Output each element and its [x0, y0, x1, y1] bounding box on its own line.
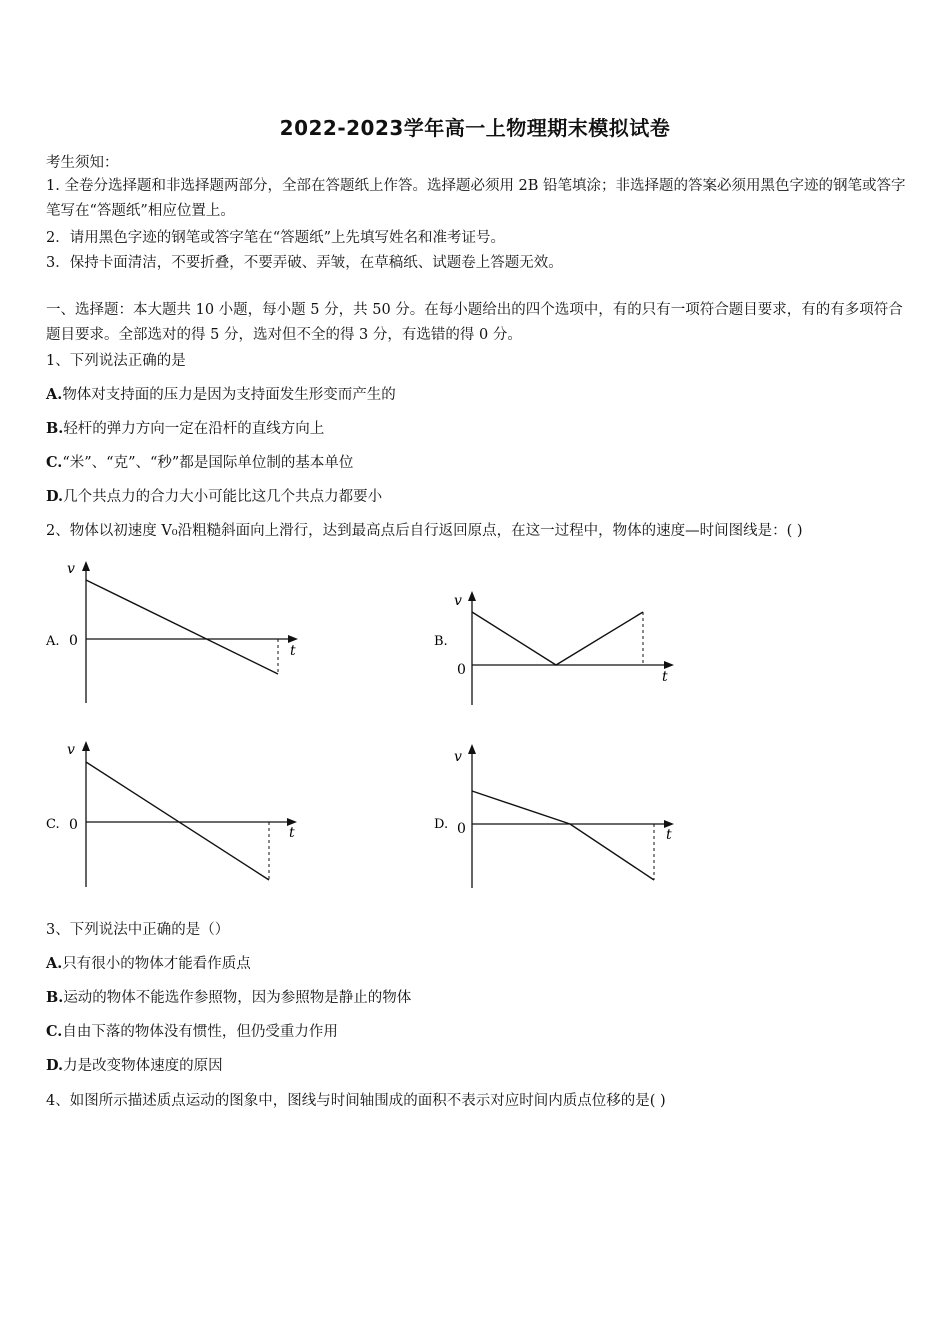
t-axis-arrow [288, 635, 298, 643]
origin-label: 0 [69, 633, 78, 649]
v-axis-arrow [468, 591, 476, 601]
t-axis-label: t [662, 669, 668, 685]
graph-option-label: B. [434, 634, 448, 649]
q1-option-c [46, 453, 912, 473]
option-letter: D. [46, 488, 64, 505]
vt-graph-a [40, 555, 310, 710]
graph-option-label: C. [46, 817, 60, 832]
vt-graph-c [40, 737, 310, 892]
q2-stem: 2、物体以初速度 V₀沿粗糙斜面向上滑行，达到最高点后自行返回原点，在这一过程中，物体的速度—时间图线是：( ) [46, 523, 803, 539]
option-text: 力是改变物体速度的原因 [63, 1058, 223, 1074]
velocity-line [86, 762, 269, 880]
option-text: 运动的物体不能选作参照物，因为参照物是静止的物体 [63, 990, 412, 1006]
velocity-line [472, 612, 643, 665]
q3-option-d [46, 1056, 912, 1076]
t-axis-arrow [664, 661, 674, 669]
velocity-line [472, 791, 654, 880]
v-axis-label: v [67, 561, 75, 577]
notice-item-1: 1. 全卷分选择题和非选择题两部分，全部在答题纸上作答。选择题必须用 2B 铅笔填涂；非选择题的答案必须用黑色字迹的钢笔或答字笔写在“答题纸”相应位置上。 [46, 178, 906, 219]
q3-option-c [46, 1022, 912, 1042]
v-axis-label: v [454, 593, 462, 609]
q1-option-d [46, 487, 912, 507]
notice-item-2: 2．请用黑色字迹的钢笔或答字笔在“答题纸”上先填写姓名和准考证号。 [46, 230, 506, 246]
q1-stem: 1、下列说法正确的是 [46, 353, 186, 369]
option-letter: A. [46, 386, 63, 403]
option-text: “米”、“克”、“秒”都是国际单位制的基本单位 [62, 455, 354, 471]
option-text: 自由下落的物体没有惯性，但仍受重力作用 [62, 1024, 338, 1040]
q3-stem: 3、下列说法中正确的是（） [46, 922, 230, 938]
option-text: 只有很小的物体才能看作质点 [62, 956, 251, 972]
graph-option-label: A. [46, 634, 60, 649]
t-axis-label: t [289, 825, 295, 841]
notice-item-3: 3．保持卡面清洁，不要折叠，不要弄破、弄皱，在草稿纸、试题卷上答题无效。 [46, 255, 563, 271]
v-axis-arrow [82, 741, 90, 751]
v-axis-label: v [454, 749, 462, 765]
option-letter: C. [46, 1023, 63, 1040]
origin-label: 0 [457, 662, 466, 678]
notice-heading: 考生须知： [46, 155, 119, 171]
option-text: 物体对支持面的压力是因为支持面发生形变而产生的 [62, 387, 396, 403]
option-letter: B. [46, 420, 64, 437]
t-axis-label: t [290, 643, 296, 659]
origin-label: 0 [457, 821, 466, 837]
option-text: 轻杆的弹力方向一定在沿杆的直线方向上 [63, 421, 325, 437]
t-axis-label: t [666, 827, 672, 843]
v-axis-arrow [82, 561, 90, 571]
q1-option-b [46, 419, 912, 439]
section-heading: 一、选择题：本大题共 10 小题，每小题 5 分，共 50 分。在每小题给出的四个选项中，有的只有一项符合题目要求，有的有多项符合题目要求。全部选对的得 5 分，选对但不全的得 3 分，有选错的得 0 分。 [46, 302, 903, 343]
option-letter: D. [46, 1057, 64, 1074]
option-letter: B. [46, 989, 64, 1006]
graph-option-label: D. [434, 817, 449, 832]
option-letter: C. [46, 454, 63, 471]
v-axis-arrow [468, 744, 476, 754]
v-axis-label: v [67, 742, 75, 758]
q4-stem: 4、如图所示描述质点运动的图象中，图线与时间轴围成的面积不表示对应时间内质点位移的是( ) [46, 1093, 666, 1109]
page-title: 2022-2023学年高一上物理期末模拟试卷 [279, 116, 671, 140]
q3-option-b [46, 988, 912, 1008]
option-text: 几个共点力的合力大小可能比这几个共点力都要小 [63, 489, 383, 505]
origin-label: 0 [69, 817, 78, 833]
velocity-line [86, 580, 278, 674]
option-letter: A. [46, 955, 63, 972]
q3-option-a [46, 954, 912, 974]
vt-graph-b [428, 585, 688, 710]
vt-graph-d [428, 742, 688, 892]
q1-option-a [46, 385, 912, 405]
